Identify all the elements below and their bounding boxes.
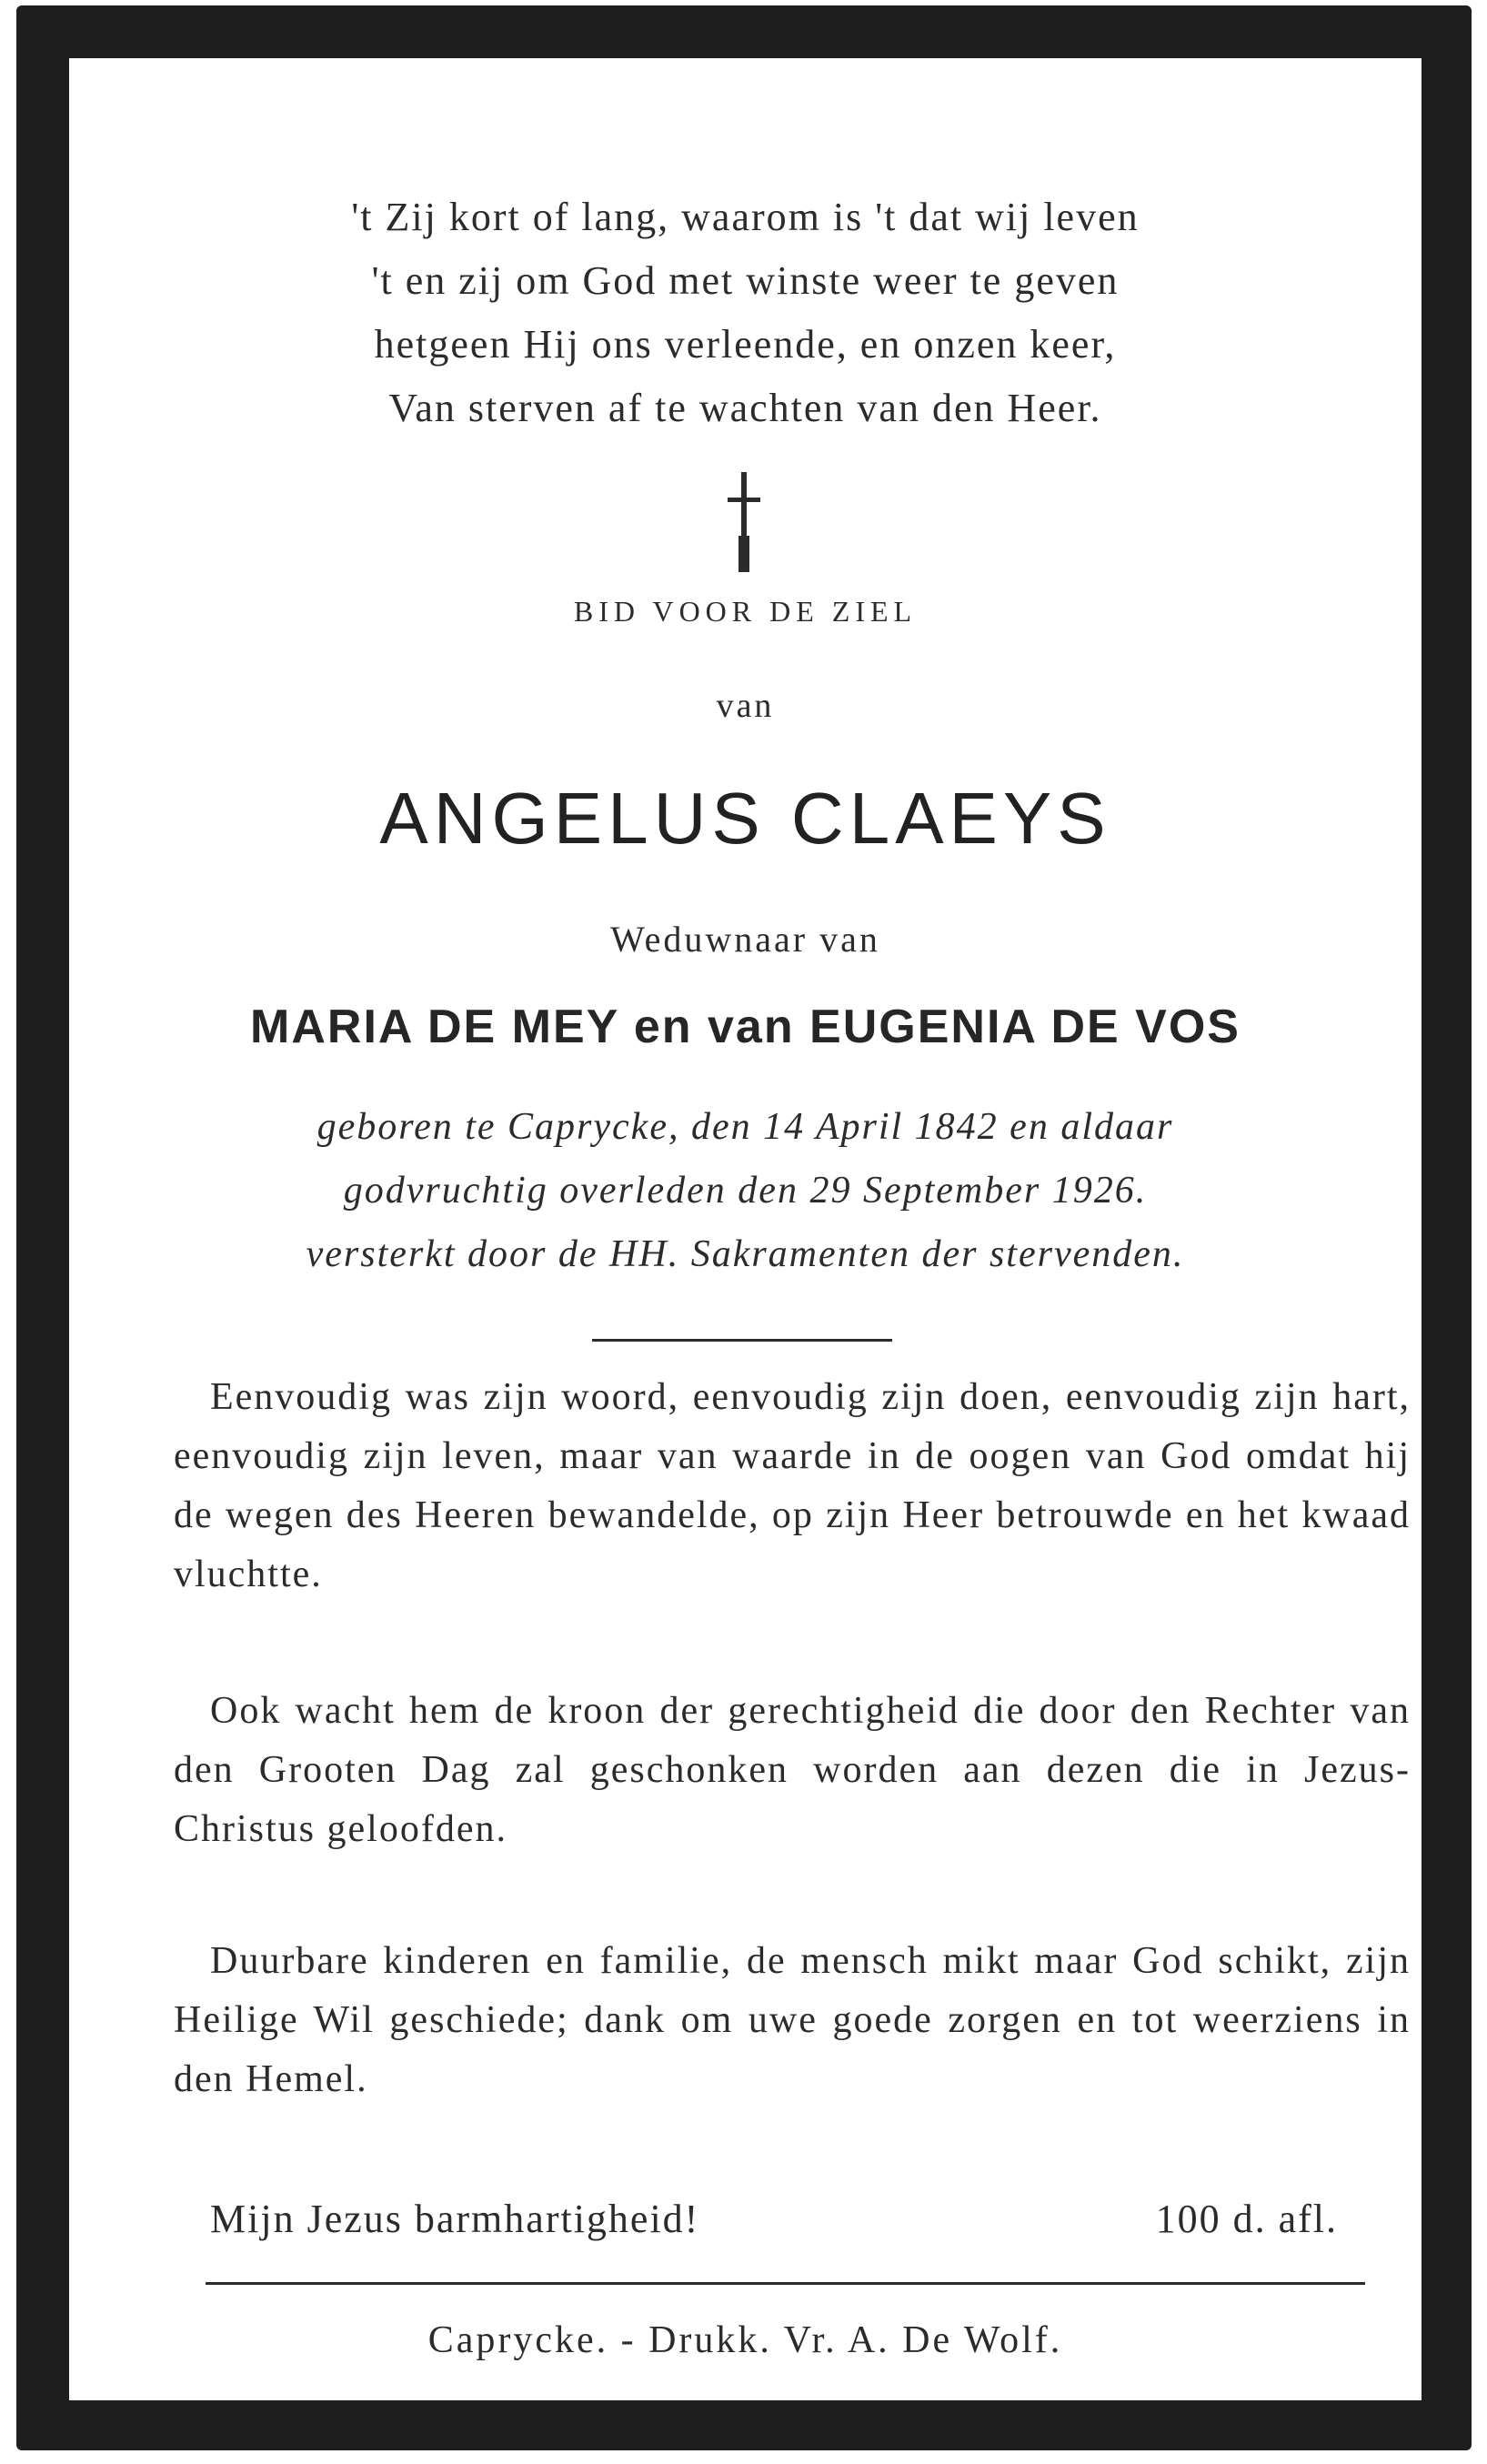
card-inner-panel	[69, 58, 1422, 2400]
closing-prayer: Mijn Jezus barmhartigheid!	[210, 2197, 700, 2241]
verse-line: Van sterven af te wachten van den Heer.	[388, 386, 1102, 430]
memorial-card	[16, 5, 1472, 2450]
deceased-name: ANGELUS CLAEYS	[379, 778, 1111, 859]
verse-line: hetgeen Hij ons verleende, en onzen keer,	[374, 322, 1117, 367]
bio-line: geboren te Caprycke, den 14 April 1842 en aldaar	[316, 1106, 1174, 1148]
prayer-heading: BID VOOR DE ZIEL	[573, 595, 918, 628]
spouses-line: MARIA DE MEY en van EUGENIA DE VOS	[250, 1001, 1241, 1053]
bio-line: versterkt door de HH. Sakramenten der stervenden.	[306, 1233, 1185, 1275]
cross-icon	[726, 472, 762, 572]
van-word: van	[716, 687, 775, 725]
section-divider	[592, 1339, 892, 1342]
paragraph-simplicity: Eenvoudig was zijn woord, eenvoudig zijn doen, eenvoudig zijn hart, eenvoudig zijn leven, maar van waarde in de oogen van God omdat hij de wegen des Heeren bewandelde, op zijn Heer betrouwde en het kwaad vluchtte.	[174, 1376, 1411, 1595]
bio-line: godvruchtig overleden den 29 September 1926.	[343, 1170, 1148, 1212]
opening-verse	[69, 186, 1422, 440]
verse-line: 't en zij om God met winste weer te geven	[371, 258, 1120, 303]
printer-line: Caprycke. - Drukk. Vr. A. De Wolf.	[427, 2319, 1063, 2361]
closing-row	[210, 2196, 1338, 2242]
bottom-rule	[206, 2282, 1365, 2285]
widower-line: Weduwnaar van	[610, 919, 880, 960]
indulgence-note: 100 d. afl.	[1155, 2197, 1338, 2241]
biography	[69, 1095, 1422, 1286]
paragraph-family: Duurbare kinderen en familie, de mensch mikt maar God schikt, zijn Heilige Wil geschiede; dank om uwe goede zorgen en tot weerziens in den Hemel.	[174, 1940, 1411, 2100]
paragraph-crown: Ook wacht hem de kroon der gerechtigheid die door den Rechter van den Grooten Dag zal geschonken worden aan dezen die in Jezus-Christus geloofden.	[174, 1690, 1411, 1850]
verse-line: 't Zij kort of lang, waarom is 't dat wij leven	[351, 195, 1140, 239]
